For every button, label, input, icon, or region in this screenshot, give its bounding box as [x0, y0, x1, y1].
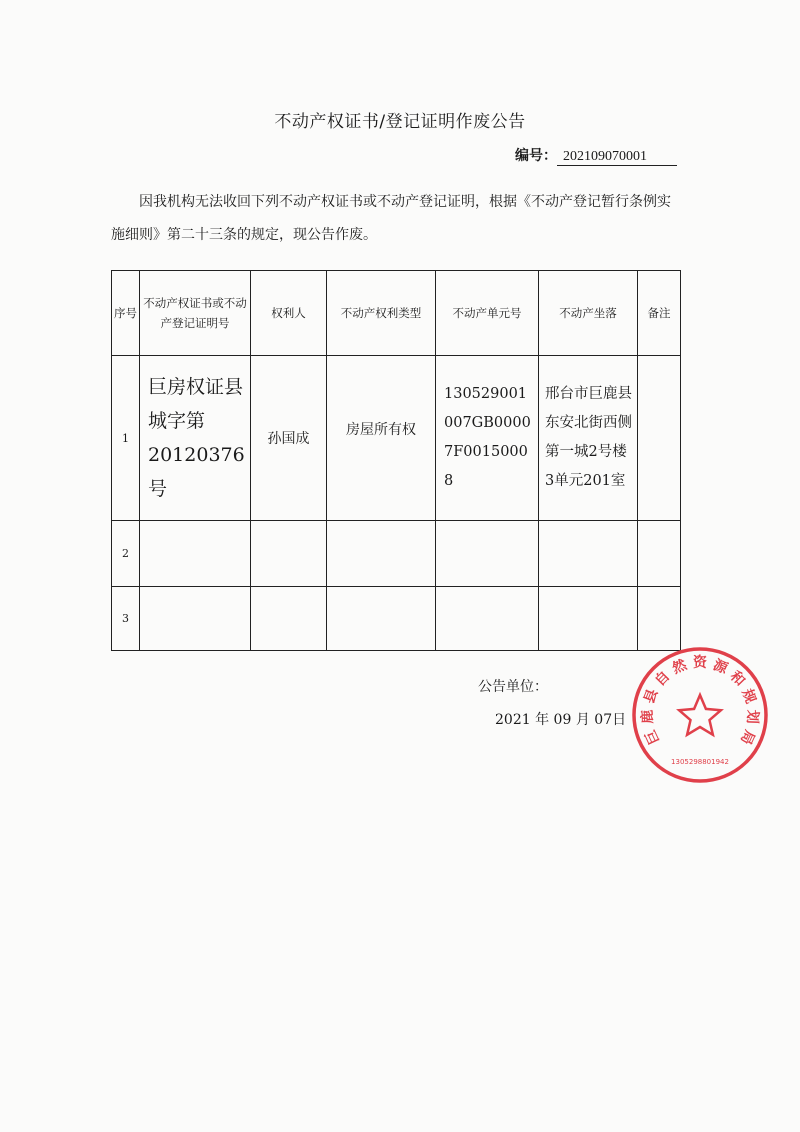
date-year-unit: 年 [535, 712, 550, 728]
seal-glyph: 然 [670, 657, 690, 678]
cell-type: 房屋所有权 [327, 356, 436, 521]
table-row [112, 587, 681, 651]
cell-location: 邢台市巨鹿县东安北街西侧第一城2号楼3单元201室 [539, 356, 638, 521]
header-location: 不动产坐落 [539, 271, 638, 356]
intro-paragraph: 因我机构无法收回下列不动产权证书或不动产登记证明，根据《不动产登记暂行条例实施细则》第二十三条的规定，现公告作废。 [111, 194, 671, 243]
cell-unit [436, 587, 539, 651]
header-owner: 权利人 [251, 271, 327, 356]
seal-glyph: 规 [738, 686, 759, 706]
seal-glyph: 鹿 [639, 709, 657, 725]
date-month: 09 [553, 712, 572, 728]
seal-glyph: 局 [736, 727, 758, 747]
cell-note [638, 587, 681, 651]
seal-glyph: 县 [641, 686, 662, 706]
table-header-row [112, 271, 681, 356]
header-seq: 序号 [112, 271, 140, 356]
cell-note [638, 356, 681, 521]
cell-cert [140, 587, 251, 651]
header-unit: 不动产单元号 [436, 271, 539, 356]
seal-glyph: 源 [710, 657, 730, 678]
serial-value: 202109070001 [557, 149, 677, 166]
serial-label: 编号： [515, 148, 557, 164]
certificate-table [111, 270, 681, 651]
cell-note [638, 521, 681, 587]
star-icon [679, 695, 721, 735]
date-month-unit: 月 [575, 712, 590, 728]
cell-seq: 1 [112, 356, 140, 521]
seal-text [639, 654, 761, 747]
cell-location [539, 587, 638, 651]
date-day-unit: 日 [612, 712, 627, 728]
seal-code: 1305298801942 [671, 758, 729, 766]
header-type: 不动产权利类型 [327, 271, 436, 356]
issuer-label: 公告单位： [478, 679, 548, 695]
date-day: 07 [594, 712, 613, 728]
announcement-date [495, 709, 626, 729]
serial-number [515, 145, 677, 166]
page-title: 不动产权证书/登记证明作废公告 [274, 112, 526, 132]
cell-cert: 巨房权证县城字第20120376号 [140, 356, 251, 521]
cell-seq: 2 [112, 521, 140, 587]
header-cert: 不动产权证书或不动产登记证明号 [140, 271, 251, 356]
table-row [112, 521, 681, 587]
cell-owner: 孙国成 [251, 356, 327, 521]
cell-cert [140, 521, 251, 587]
official-seal [630, 645, 770, 785]
cell-type [327, 587, 436, 651]
cell-seq: 3 [112, 587, 140, 651]
header-note: 备注 [638, 271, 681, 356]
seal-glyph: 自 [651, 668, 674, 690]
seal-glyph: 资 [693, 655, 707, 671]
seal-glyph: 划 [743, 709, 761, 725]
cell-owner [251, 521, 327, 587]
cell-type [327, 521, 436, 587]
cell-unit: 130529001007GB00007F00150008 [436, 356, 539, 521]
date-year: 2021 [495, 712, 531, 728]
cell-owner [251, 587, 327, 651]
seal-glyph: 巨 [642, 727, 664, 747]
cell-location [539, 521, 638, 587]
table-row [112, 356, 681, 521]
seal-glyph: 和 [726, 668, 749, 690]
cell-unit [436, 521, 539, 587]
